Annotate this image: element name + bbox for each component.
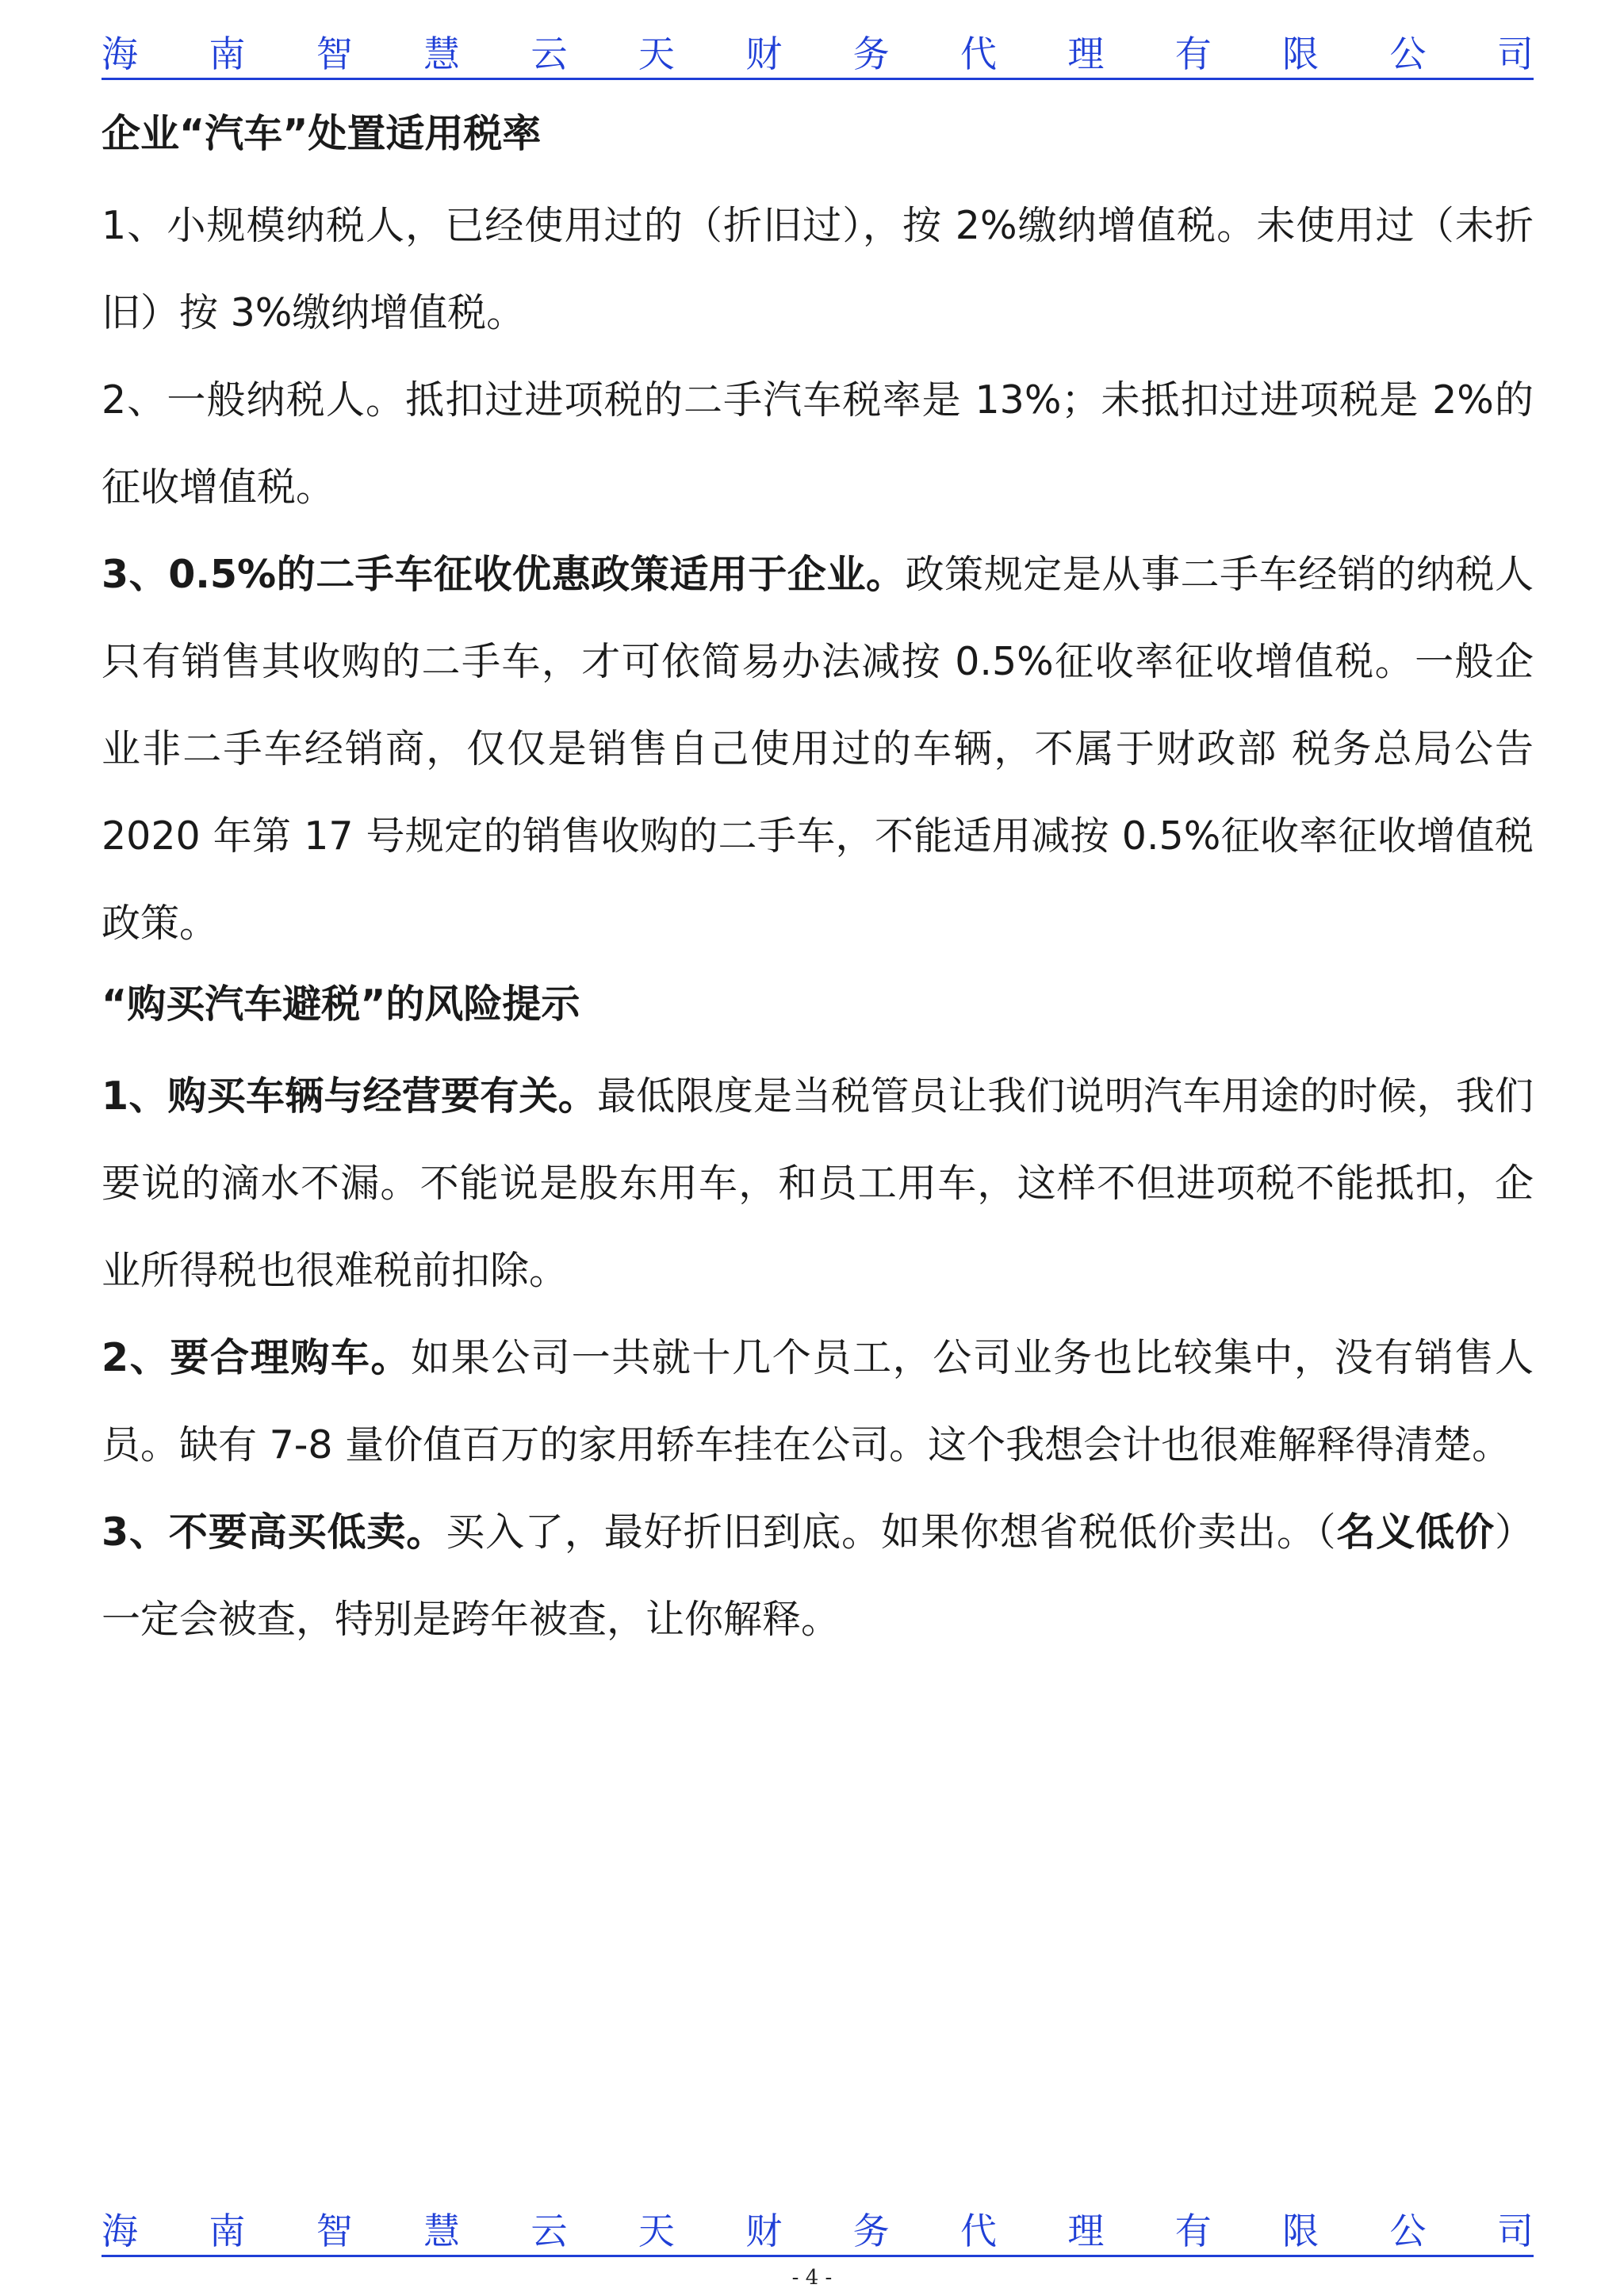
company-name-char: 慧 [423,33,461,75]
paragraph-lead-bold: 3、0.5%的二手车征收优惠政策适用于企业。 [102,552,906,597]
paragraph-text: 2、一般纳税人。抵扣过进项税的二手汽车税率是 13%；未抵扣过进项税是 2%的征收增值税。 [102,377,1534,510]
paragraph-text-continued: ）一定会被查，特别是跨年被查，让你解释。 [102,1510,1534,1642]
company-name-char: 南 [209,33,246,75]
company-name-char: 海 [102,33,138,75]
paragraph-general-taxpayer [102,357,1534,531]
company-name-char: 智 [316,33,353,75]
paragraph-text: 1、小规模纳税人，已经使用过的（折旧过），按 2%缴纳增值税。未使用过（未折旧）按 3%缴纳增值税。 [102,203,1534,335]
paragraph-used-car-preferential-policy [102,531,1534,967]
company-name-char: 务 [852,33,890,75]
company-name-char: 理 [1067,33,1105,75]
section-title-car-tax-avoidance-risk: “购买汽车避税”的风险提示 [102,982,580,1027]
company-name-char: 代 [960,33,997,75]
paragraph-text: 最低限度是当税管员让我们说明汽车用途的时候，我们要说的滴水不漏。不能说是股东用车，和员工用车，这样不但进项税不能抵扣，企业所得税也很难税前扣除。 [102,1073,1534,1293]
paragraph-vehicle-related-to-business [102,1053,1534,1314]
paragraph-small-scale-taxpayer [102,182,1534,357]
paragraph-text: 买入了，最好折旧到底。如果你想省税低价卖出。（ [446,1510,1337,1555]
paragraph-text: 如果公司一共就十几个员工，公司业务也比较集中，没有销售人员。缺有 7-8 量价值百万的家用轿车挂在公司。这个我想会计也很难解释得清楚。 [102,1335,1534,1468]
company-name-char: 智 [316,2210,353,2252]
paragraph-reasonable-purchase [102,1314,1534,1489]
document-body [102,101,1534,1663]
company-name-char: 务 [852,2210,890,2252]
company-name-char: 司 [1496,33,1534,75]
company-name-char: 代 [960,2210,997,2252]
company-name-char: 有 [1174,2210,1212,2252]
paragraph-lead-bold: 1、购买车辆与经营要有关。 [102,1073,597,1119]
company-name-char: 有 [1174,33,1212,75]
paragraph-lead-bold: 2、要合理购车。 [102,1335,412,1380]
company-name-char: 云 [530,2210,568,2252]
company-name-char: 财 [745,2210,783,2252]
company-name-char: 限 [1282,2210,1320,2252]
company-name-char: 公 [1389,2210,1427,2252]
company-name-char: 财 [745,33,783,75]
header-company-link[interactable] [102,32,1534,80]
paragraph-lead-bold: 3、不要高买低卖。 [102,1510,446,1555]
company-name-char: 公 [1389,33,1427,75]
section-title-vehicle-disposal-tax-rate: 企业“汽车”处置适用税率 [102,111,542,156]
paragraph-no-buy-high-sell-low [102,1489,1534,1663]
company-name-char: 理 [1067,2210,1105,2252]
paragraph-text: 政策规定是从事二手车经销的纳税人只有销售其收购的二手车，才可依简易办法减按 0.5%征收率征收增值税。一般企业非二手车经销商，仅仅是销售自己使用过的车辆，不属于财政部 税务总局公告 2020 年第 17 号规定的销售收购的二手车，不能适用减按 0.5%征收率征收增值税政策。 [102,552,1534,946]
company-name-char: 云 [530,33,568,75]
paragraph-inline-bold: 名义低价 [1336,1510,1495,1555]
company-name-char: 司 [1496,2210,1534,2252]
company-name-char: 慧 [423,2210,461,2252]
page-number: - 4 - [791,2266,833,2290]
company-name-char: 天 [638,2210,675,2252]
company-name-char: 海 [102,2210,138,2252]
company-name-char: 限 [1282,33,1320,75]
company-name-char: 南 [209,2210,246,2252]
footer-company-link[interactable] [102,2209,1534,2257]
company-name-char: 天 [638,33,675,75]
